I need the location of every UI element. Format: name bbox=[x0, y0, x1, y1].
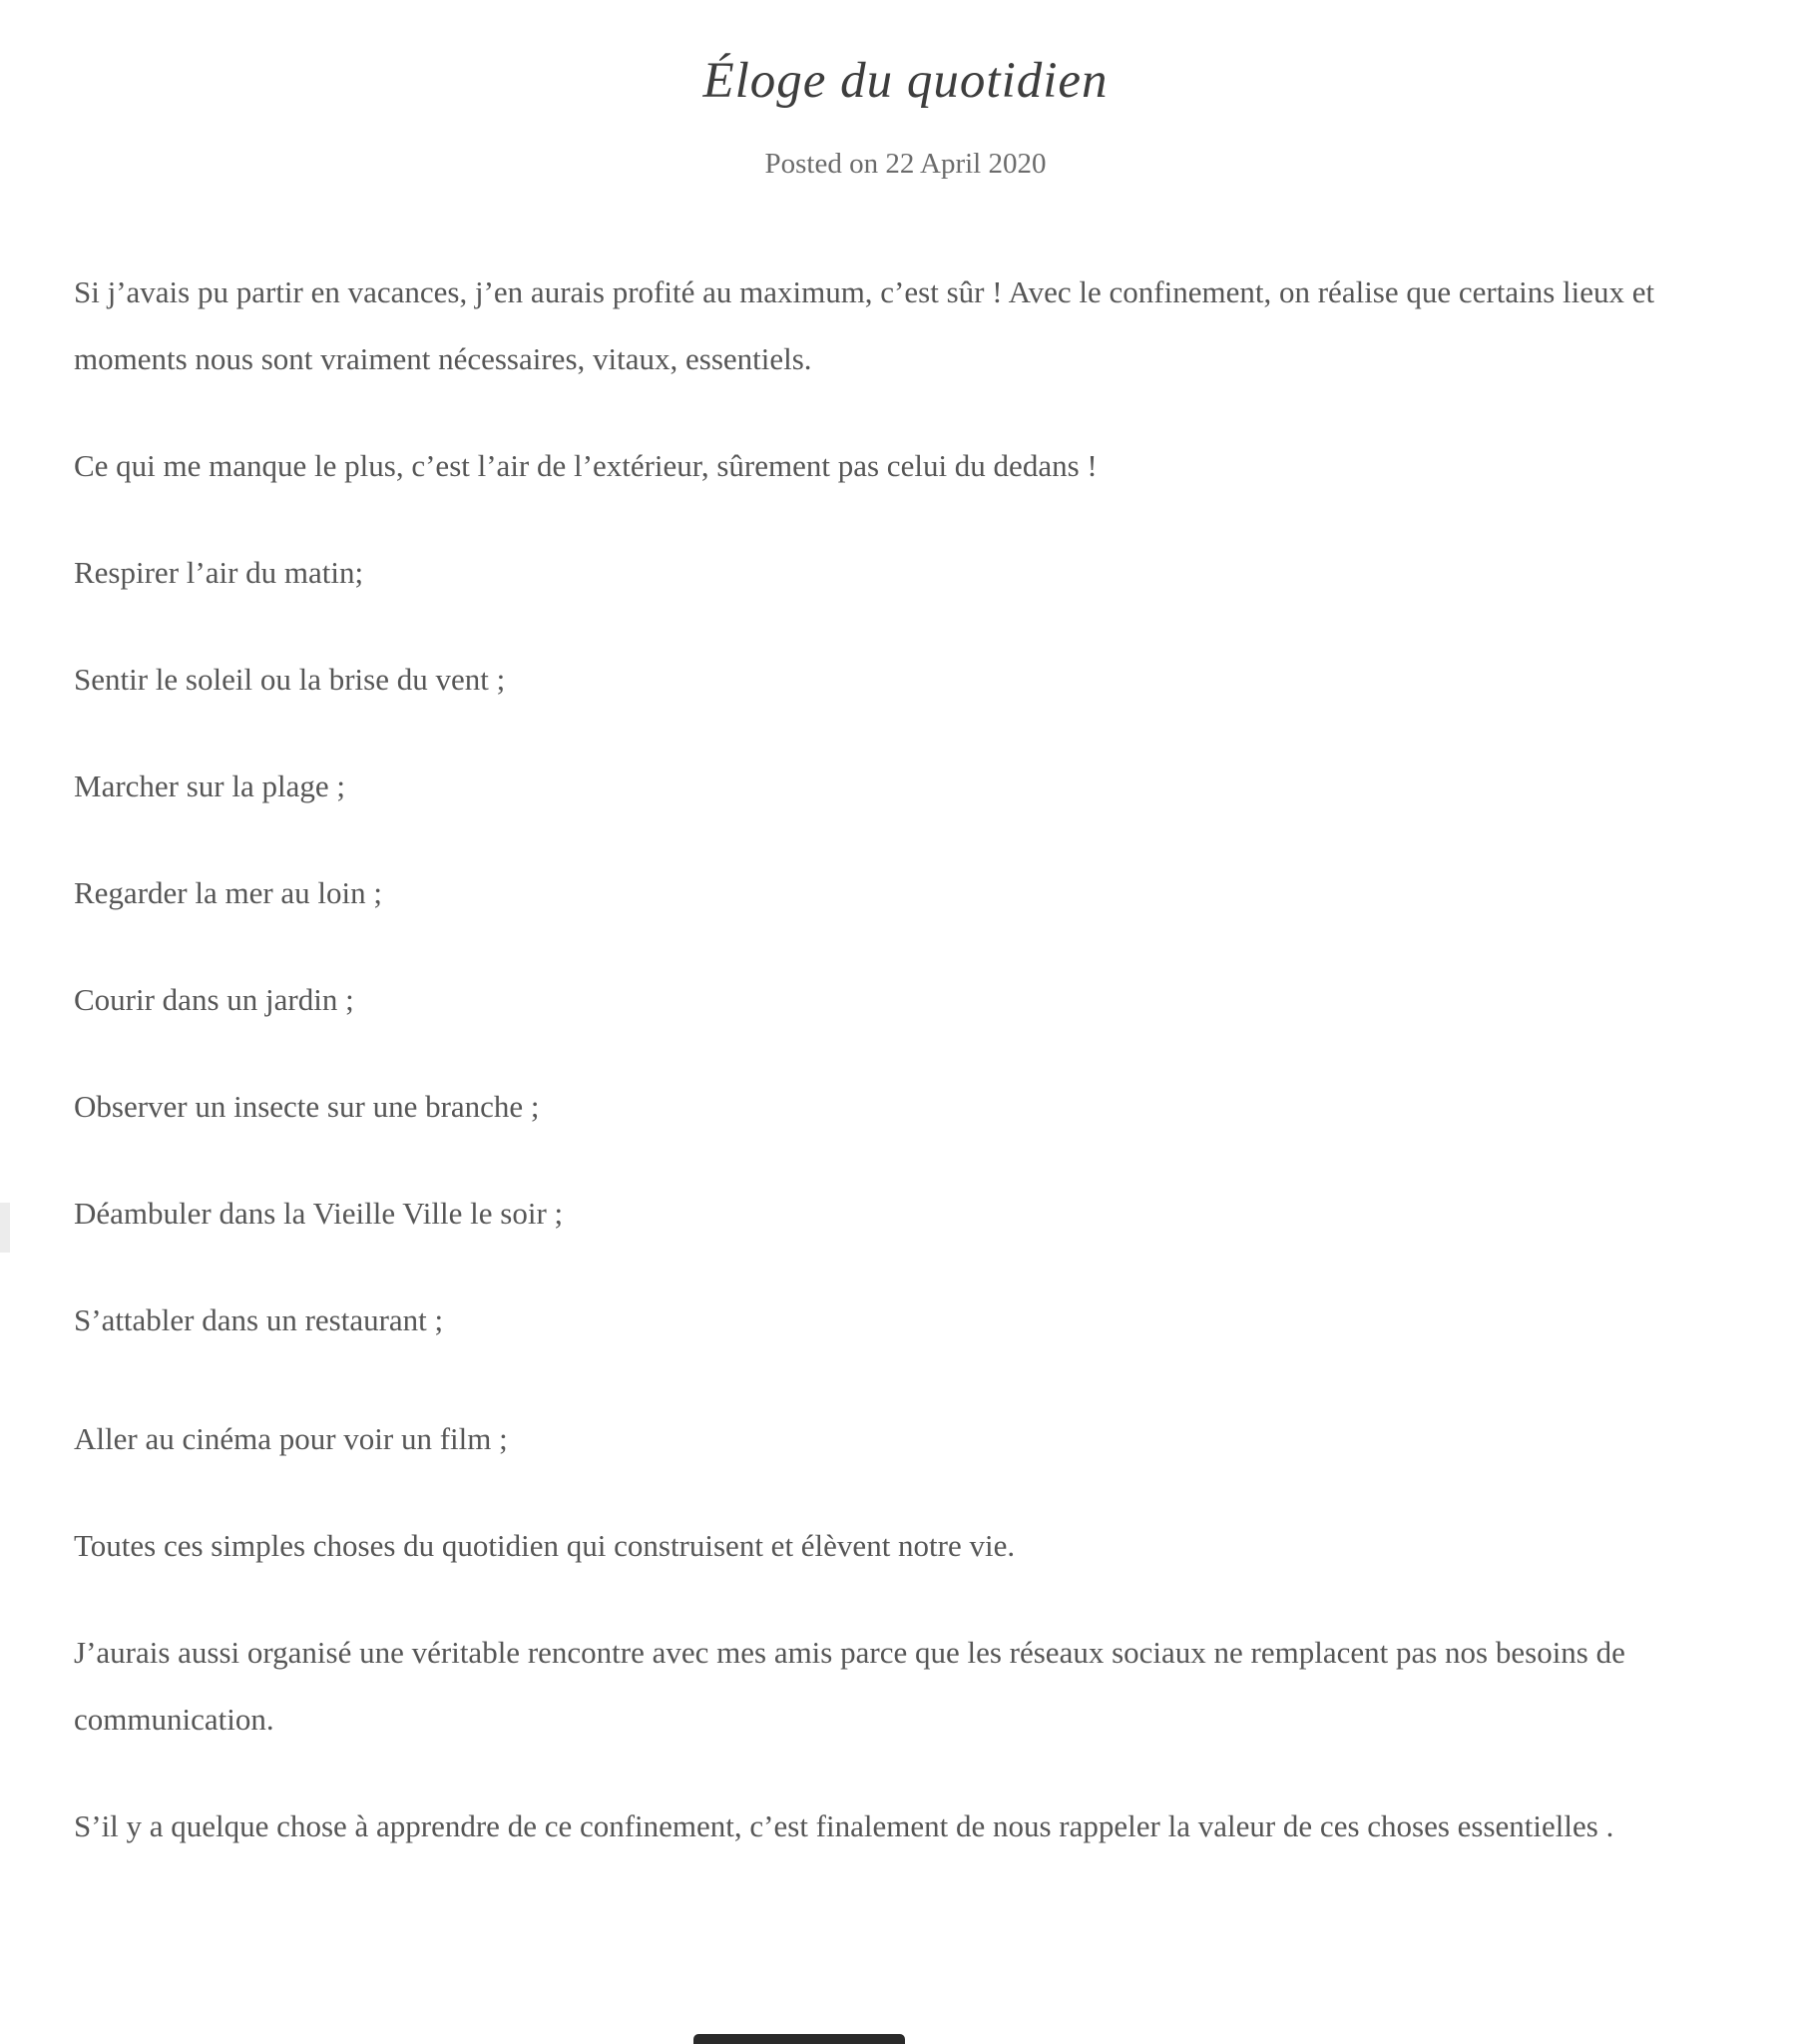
bottom-home-indicator-bar bbox=[693, 2034, 905, 2044]
post-body bbox=[74, 258, 1737, 1859]
left-edge-artifact bbox=[0, 1203, 10, 1253]
paragraph-manque: Ce qui me manque le plus, c’est l’air de l’extérieur, sûrement pas celui du dedans ! bbox=[74, 448, 1098, 483]
paragraph-sattabler: S’attabler dans un restaurant ; bbox=[74, 1302, 444, 1337]
paragraph-conclusion: S’il y a quelque chose à apprendre de ce confinement, c’est finalement de nous rappeler la valeur de ces choses essentielles . bbox=[74, 1808, 1614, 1843]
paragraph-courir: Courir dans un jardin ; bbox=[74, 982, 354, 1017]
paragraph-intro: Si j’avais pu partir en vacances, j’en aurais profité au maximum, c’est sûr ! Avec le confinement, on réalise que certains lieux et moments nous sont vraiment nécessaires, vitaux, essentiels. bbox=[74, 274, 1655, 376]
paragraph-sentir: Sentir le soleil ou la brise du vent ; bbox=[74, 662, 506, 697]
post-date: Posted on 22 April 2020 bbox=[764, 148, 1047, 180]
paragraph-marcher: Marcher sur la plage ; bbox=[74, 768, 345, 803]
paragraph-toutes: Toutes ces simples choses du quotidien qui construisent et élèvent notre vie. bbox=[74, 1528, 1016, 1563]
paragraph-cinema: Aller au cinéma pour voir un film ; bbox=[74, 1421, 508, 1456]
paragraph-observer: Observer un insecte sur une branche ; bbox=[74, 1089, 540, 1124]
paragraph-amis: J’aurais aussi organisé une véritable rencontre avec mes amis parce que les réseaux sociaux ne remplacent pas nos besoins de communication. bbox=[74, 1635, 1625, 1737]
paragraph-respirer: Respirer l’air du matin; bbox=[74, 555, 364, 590]
paragraph-deambuler: Déambuler dans la Vieille Ville le soir ; bbox=[74, 1196, 564, 1231]
paragraph-regarder: Regarder la mer au loin ; bbox=[74, 875, 383, 910]
post-title: Éloge du quotidien bbox=[702, 53, 1109, 109]
